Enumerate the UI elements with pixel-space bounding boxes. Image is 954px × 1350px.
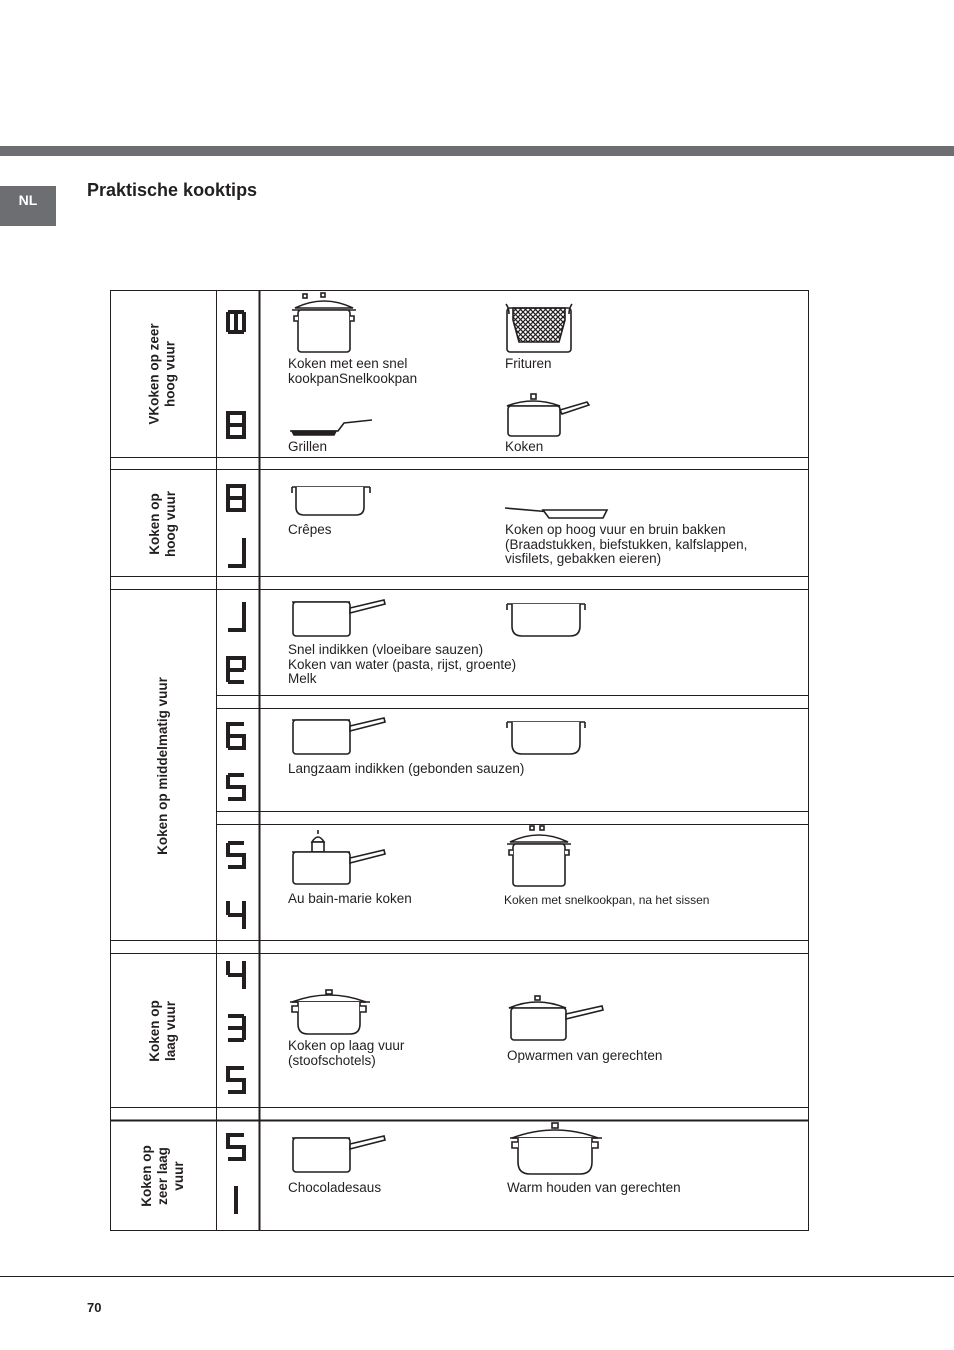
footer-rule	[0, 1276, 954, 1277]
pot-icon	[503, 600, 593, 640]
tip-label: Crêpes	[288, 522, 332, 537]
level-digit-7	[228, 538, 244, 566]
cooking-tips-table	[110, 290, 809, 1231]
tip-label: Koken	[505, 439, 544, 454]
power-level-column	[218, 290, 258, 1231]
saucepan-icon	[288, 596, 388, 640]
top-rule	[0, 146, 954, 156]
category-zeer-hoog: VKoken op zeer hoog vuur	[147, 323, 178, 425]
saucepan-icon	[288, 1132, 388, 1176]
page-title: Praktische kooktips	[87, 180, 258, 200]
crepe-pan-icon	[288, 484, 374, 518]
tip-label: Au bain-marie koken	[288, 891, 412, 906]
level-digit-4	[228, 901, 244, 929]
bain-marie-icon	[288, 828, 388, 888]
category-zeer-laag: Koken op zeer laag vuur	[138, 1145, 186, 1207]
saucepan-lid-icon	[503, 392, 598, 440]
category-laag: Koken op laag vuur	[146, 1000, 178, 1062]
level-digit-5	[228, 843, 244, 867]
language-tab: NL	[0, 186, 56, 226]
level-digit-8	[228, 486, 244, 510]
tip-label: Koken met een snel kookpanSnelkookpan	[288, 356, 418, 386]
category-hoog: Koken op hoog vuur	[147, 490, 178, 557]
tip-label: Frituren	[505, 356, 552, 371]
level-digit-6	[228, 658, 244, 682]
level-digit-4	[228, 961, 244, 989]
casserole-lid-icon	[508, 1122, 604, 1176]
grill-pan-icon	[288, 416, 378, 440]
saucepan-lid-icon	[506, 994, 606, 1042]
level-digit-3	[228, 1016, 244, 1040]
level-digit-9	[228, 312, 244, 332]
level-digit-8	[228, 413, 244, 437]
tip-label: Langzaam indikken (gebonden sauzen)	[288, 761, 525, 776]
fryer-basket-icon	[503, 302, 575, 354]
pressure-cooker-icon	[503, 824, 575, 888]
level-digit-2	[228, 1068, 244, 1092]
tip-label: Opwarmen van gerechten	[507, 1048, 663, 1063]
level-digit-5	[228, 775, 244, 799]
pressure-cooker-icon	[288, 292, 360, 354]
level-digit-6	[228, 724, 244, 748]
tip-label: Chocoladesaus	[288, 1180, 382, 1195]
frying-pan-icon	[503, 502, 613, 522]
tip-label: Koken op laag vuur (stoofschotels)	[288, 1038, 405, 1068]
category-middelmatig: Koken op middelmatig vuur	[155, 676, 170, 855]
saucepan-icon	[288, 714, 388, 758]
tip-label: Koken op hoog vuur en bruin bakken (Braadstukken, biefstukken, kalfslappen, visfilets, gebakken eieren)	[505, 522, 748, 566]
page-number: 70	[87, 1300, 102, 1315]
level-digit-7	[228, 602, 244, 630]
tip-label: Grillen	[288, 439, 328, 454]
tip-label: Warm houden van gerechten	[507, 1180, 681, 1195]
casserole-lid-icon	[288, 988, 372, 1036]
level-digit-2	[228, 1135, 244, 1159]
pot-icon	[503, 718, 593, 758]
tip-label: Snel indikken (vloeibare sauzen) Koken van water (pasta, rijst, groente) Melk	[288, 642, 517, 686]
tip-label: Koken met snelkookpan, na het sissen	[504, 893, 710, 907]
